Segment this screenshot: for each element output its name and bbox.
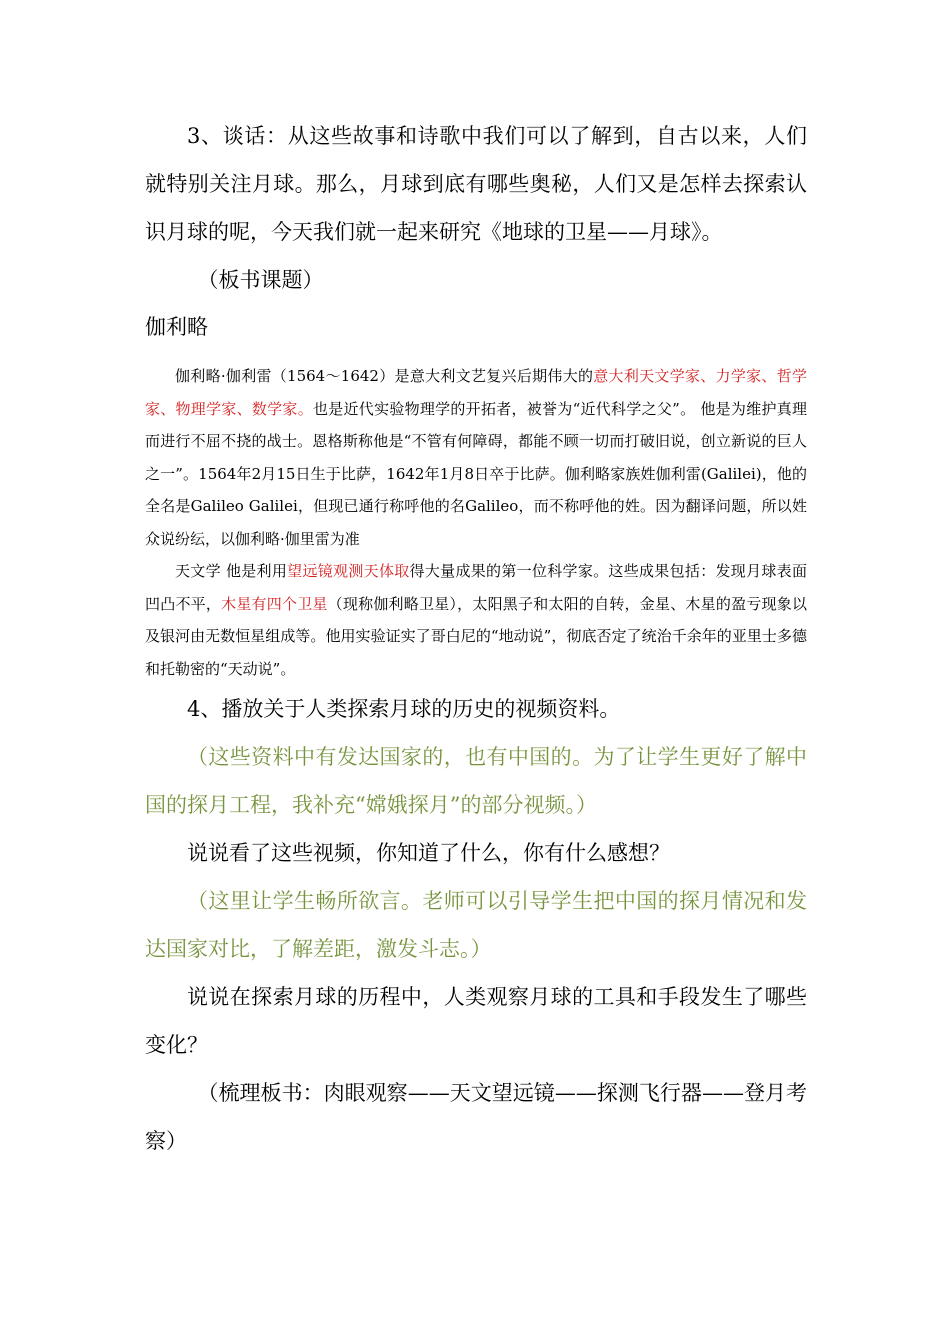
paragraph-play-video: 4、播放关于人类探索月球的历史的视频资料。: [187, 697, 621, 721]
astro-highlight-moons: 木星有四个卫星: [221, 594, 328, 613]
note-discussion: （这里让学生畅所欲言。老师可以引导学生把中国的探月情况和发达国家对比，了解差距，激发斗志。）: [145, 889, 807, 961]
bio-text-start: 伽利略·伽利雷（1564～1642）是意大利文艺复兴后期伟大的: [175, 367, 594, 385]
heading-galileo: 伽利略: [145, 315, 208, 339]
astro-text-end: （现称伽利略卫星），太阳黑子和太阳的自转，金星、木星的盈亏现象以及银河由无数恒星组成等。他用实验证实了哥白尼的“地动说”，彻底否定了统治千余年的亚里士多德和托勒密的“天动说”。: [145, 594, 807, 678]
document-page: [145, 112, 807, 1165]
paragraph-board-summary: （梳理板书：肉眼观察——天文望远镜——探测飞行器——登月考察）: [145, 1081, 807, 1153]
paragraph-galileo-astronomy: [145, 555, 807, 685]
paragraph-talk: 3、谈话：从这些故事和诗歌中我们可以了解到，自古以来，人们就特别关注月球。那么，月球到底有哪些奥秘，人们又是怎样去探索认识月球的呢，今天我们就一起来研究《地球的卫星——月球》。: [145, 124, 807, 244]
astro-highlight-telescope: 望远镜观测天体取: [287, 562, 410, 580]
paragraph-board-title: （板书课题）: [197, 268, 324, 292]
astro-text-start: 天文学 他是利用: [175, 562, 288, 580]
bio-text-rest: 也是近代实验物理学的开拓者，被誉为“近代科学之父”。 他是为维护真理而进行不屈不挠的战士。恩格斯称他是“不管有何障碍，都能不顾一切而打破旧说，创立新说的巨人之一”。1564年2月15日生于比萨，1642年1月8日卒于比萨。伽利略家族姓伽利雷(Galilei)，他的全名是Galileo Galilei，但现已通行称呼他的名Galileo，而不称呼他的姓。因为翻译问题，所以姓众说纷纭，以伽利略·伽里雷为准: [145, 399, 807, 548]
paragraph-galileo-bio: [145, 360, 807, 555]
astro-text-middle: 得大量成果的第一位科学家。这些成果包括：发现月球表面凹凸不平，: [145, 562, 807, 613]
note-video-supplement: （这些资料中有发达国家的，也有中国的。为了让学生更好了解中国的探月工程，我补充“嫦娥探月”的部分视频。）: [145, 745, 807, 817]
paragraph-discussion: 说说看了这些视频，你知道了什么，你有什么感想？: [187, 841, 670, 865]
bio-highlight-titles: 意大利天文学家、力学家、哲学家、物理学家、数学家。: [145, 367, 807, 418]
paragraph-tools-question: 说说在探索月球的历程中，人类观察月球的工具和手段发生了哪些变化？: [145, 985, 807, 1057]
